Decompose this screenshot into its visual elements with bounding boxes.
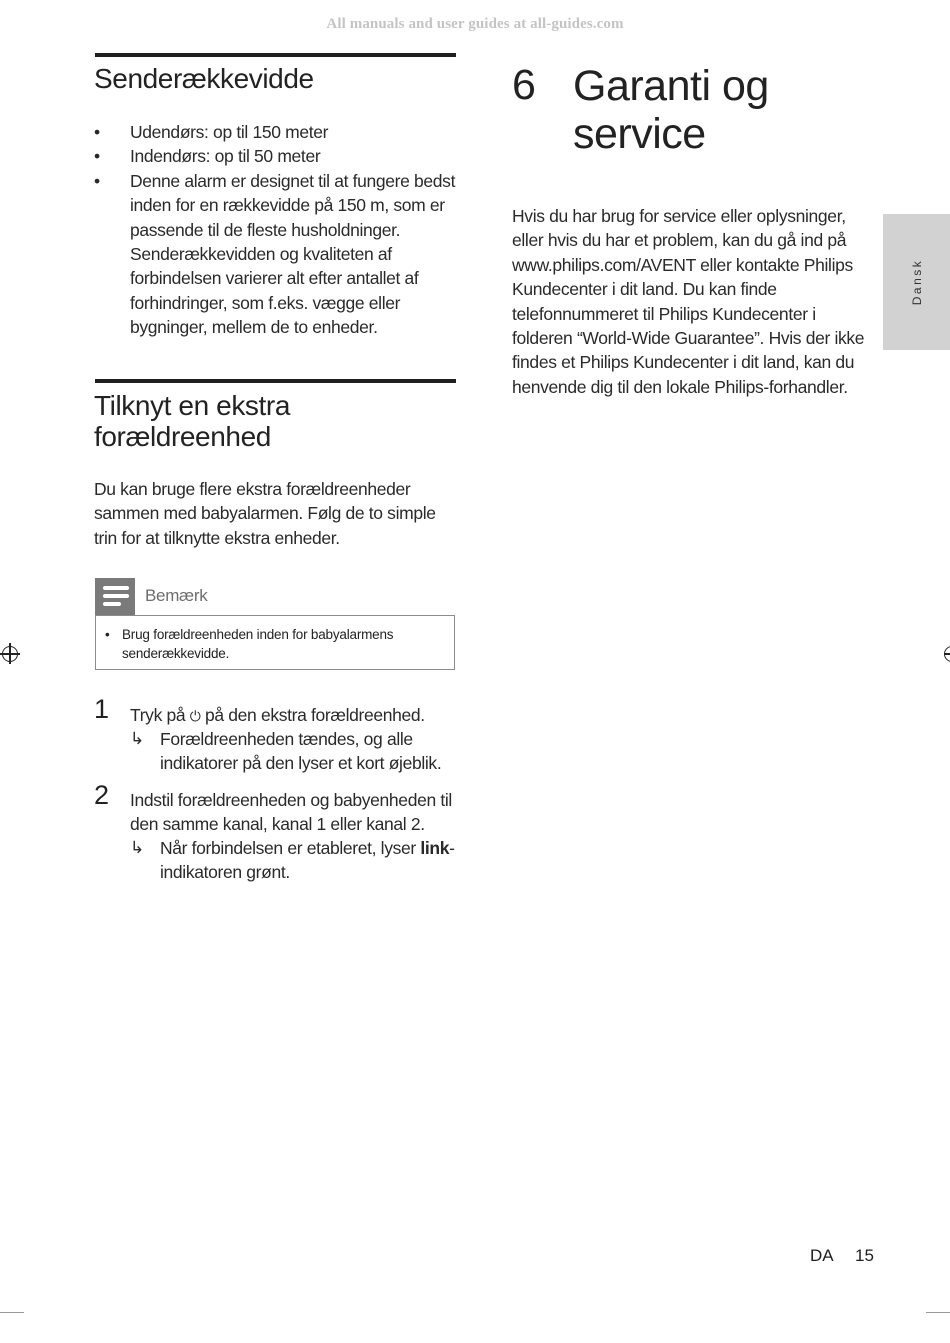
step-text: Tryk på ⏻ på den ekstra forældreenhed. [130,705,425,725]
bullet-glyph: • [94,122,100,142]
list-item: • Denne alarm er designet til at fungere bedst inden for en rækkevidde på 150 m, som er passende til de fleste husholdninger. Senderækkevidden og kvaliteten af forbindelsen varierer alt efter antallet af forhindringer, som f.eks. vægge eller bygninger, mellem de to enheder. [94,170,456,338]
step-number: 1 [94,694,110,724]
link-indicator-label: link [420,838,450,858]
footer-language: DA [810,1246,834,1265]
watermark: All manuals and user guides at all-guides.com [326,16,624,32]
note-box [95,615,455,670]
step-result: ↳ Forældreenheden tændes, og alle indikatorer på den lyser et kort øjeblik. [130,729,442,774]
step-text: Indstil forældreenheden og babyenheden til den samme kanal, kanal 1 eller kanal 2. [130,790,452,835]
registration-mark-icon [944,646,950,662]
note-text: Brug forældreenheden inden for babyalarmens senderækkevidde. [122,627,394,661]
bullet-glyph: • [105,627,110,642]
page-number: 15 [855,1246,874,1265]
chapter-title: Garanti og service [573,62,769,158]
service-paragraph: Hvis du har brug for service eller oplysninger, eller hvis du har et problem, kan du gå ind på www.philips.com/AVENT eller kontakte Philips Kundecenter i dit land. Du kan finde telefonnummeret til Philips Kundecenter i folderen “World-Wide Guarantee”. Hvis der ikke findes et Philips Kundecenter i dit land, kan du henvende dig til den lokale Philips-forhandler. [512,206,865,397]
language-tab-label: Dansk [909,258,924,306]
bullet-glyph: • [94,170,100,191]
result-arrow-icon: ↳ [130,729,144,748]
section-title-range: Senderækkevidde [94,63,314,94]
crop-mark [0,1312,24,1313]
range-bullet-list [94,120,459,340]
bullet-glyph: • [94,146,100,167]
crop-mark [926,1312,950,1313]
registration-mark-icon [2,646,18,662]
section-title-extra-unit: Tilknyt en ekstra forældreenhed [94,390,291,452]
note-header [95,578,457,615]
chapter-number: 6 [512,61,536,109]
step-number: 2 [94,780,110,810]
list-item: • Udendørs: op til 150 meter [94,120,459,144]
step-result: ↳ Når forbindelsen er etableret, lyser link-indikatoren grønt. [130,838,455,883]
section-rule [95,53,456,57]
power-icon: ⏻ [189,709,201,725]
intro-paragraph: Du kan bruge flere ekstra forældreenheder sammen med babyalarmen. Følg de to simple trin for at tilknytte ekstra enheder. [94,479,436,548]
result-arrow-icon: ↳ [130,838,144,857]
section-rule [95,379,456,383]
note-label: Bemærk [145,586,208,605]
note-icon [95,578,135,615]
language-tab [883,214,950,350]
list-item: • Indendørs: op til 50 meter [94,144,459,168]
